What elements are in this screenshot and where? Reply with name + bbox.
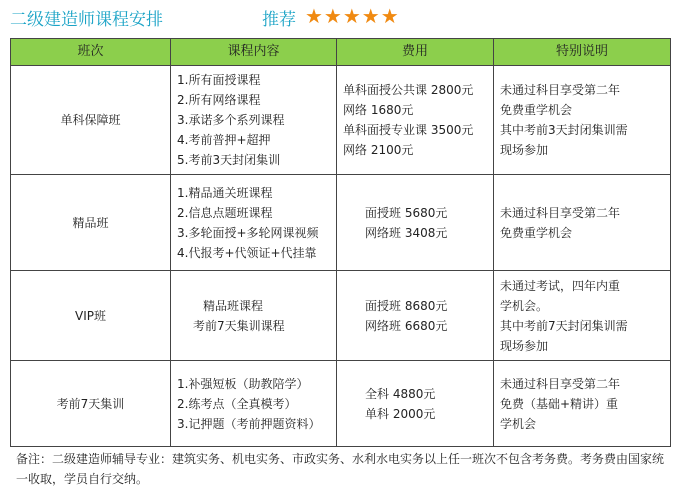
content-cell bbox=[171, 361, 337, 447]
class-name-cell: 单科保障班 bbox=[11, 66, 171, 175]
column-header-notes: 特别说明 bbox=[494, 39, 671, 66]
note-line: 未通过科目享受第二年 bbox=[500, 205, 621, 220]
footnote: 备注：二级建造师辅导专业：建筑实务、机电实务、市政实务、水利水电实务以上任一班次不包含考务费。考务费由国家统一收取，学员自行交纳。 bbox=[16, 452, 665, 486]
notes-cell bbox=[494, 271, 671, 361]
fee-item: 网络班 6680元 bbox=[365, 318, 448, 333]
fee-item: 单科面授公共课 2800元 bbox=[343, 83, 474, 97]
table-row bbox=[11, 271, 671, 361]
fee-item: 单科 2000元 bbox=[365, 406, 436, 421]
content-item: 1.补强短板（助教陪学） bbox=[177, 376, 309, 391]
note-line: 学机会。 bbox=[500, 298, 549, 313]
table-row bbox=[11, 361, 671, 447]
column-header-fee: 费用 bbox=[337, 39, 494, 66]
notes-cell bbox=[494, 361, 671, 447]
class-name-cell: 精品班 bbox=[11, 175, 171, 271]
content-item: 4.考前普押+超押 bbox=[177, 133, 271, 147]
content-item: 2.所有网络课程 bbox=[177, 93, 261, 107]
fee-cell bbox=[337, 175, 494, 271]
note-line: 学机会 bbox=[500, 416, 537, 431]
page-title: 二级建造师课程安排 bbox=[10, 10, 163, 30]
course-table bbox=[10, 38, 671, 447]
class-name-cell: VIP班 bbox=[11, 271, 171, 361]
fee-item: 面授班 8680元 bbox=[365, 298, 448, 313]
content-item: 3.多轮面授+多轮网课视频 bbox=[177, 225, 319, 240]
note-line: 免费重学机会 bbox=[500, 225, 573, 240]
fee-item: 单科面授专业课 3500元 bbox=[343, 123, 474, 137]
content-item: 1.精品通关班课程 bbox=[177, 185, 273, 200]
note-line: 未通过考试，四年内重 bbox=[500, 278, 621, 293]
content-cell bbox=[171, 271, 337, 361]
fee-item: 网络班 3408元 bbox=[365, 225, 448, 240]
table-header-row bbox=[11, 39, 671, 66]
fee-cell bbox=[337, 361, 494, 447]
note-line: 免费重学机会 bbox=[500, 103, 573, 117]
content-item: 考前7天集训课程 bbox=[193, 318, 285, 333]
note-line: 未通过科目享受第二年 bbox=[500, 376, 621, 391]
content-cell bbox=[171, 66, 337, 175]
content-item: 2.练考点（全真模考） bbox=[177, 396, 297, 411]
note-line: 其中考前7天封闭集训需 bbox=[500, 318, 628, 333]
fee-item: 网络 1680元 bbox=[343, 103, 414, 117]
fee-cell bbox=[337, 66, 494, 175]
class-name-cell: 考前7天集训 bbox=[11, 361, 171, 447]
content-item: 1.所有面授课程 bbox=[177, 73, 261, 87]
content-item: 2.信息点题班课程 bbox=[177, 205, 273, 220]
fee-item: 网络 2100元 bbox=[343, 143, 414, 157]
content-item: 3.记押题（考前押题资料） bbox=[177, 416, 321, 431]
table-row bbox=[11, 66, 671, 175]
rating-stars-icon: ★★★★★ bbox=[305, 4, 400, 28]
fee-cell bbox=[337, 271, 494, 361]
note-line: 其中考前3天封闭集训需 bbox=[500, 123, 628, 137]
fee-item: 面授班 5680元 bbox=[365, 205, 448, 220]
note-line: 免费（基础+精讲）重 bbox=[500, 396, 619, 411]
column-header-class: 班次 bbox=[11, 39, 171, 66]
content-cell bbox=[171, 175, 337, 271]
content-item: 精品班课程 bbox=[203, 298, 264, 313]
recommend-label: 推荐 bbox=[262, 10, 296, 30]
content-item: 4.代报考+代领证+代挂靠 bbox=[177, 245, 317, 260]
note-line: 现场参加 bbox=[500, 143, 549, 157]
notes-cell bbox=[494, 175, 671, 271]
content-item: 5.考前3天封闭集训 bbox=[177, 153, 281, 167]
note-line: 现场参加 bbox=[500, 338, 549, 353]
notes-cell bbox=[494, 66, 671, 175]
table-row bbox=[11, 175, 671, 271]
column-header-content: 课程内容 bbox=[171, 39, 337, 66]
fee-item: 全科 4880元 bbox=[365, 386, 436, 401]
content-item: 3.承诺多个系列课程 bbox=[177, 113, 285, 127]
note-line: 未通过科目享受第二年 bbox=[500, 83, 621, 97]
